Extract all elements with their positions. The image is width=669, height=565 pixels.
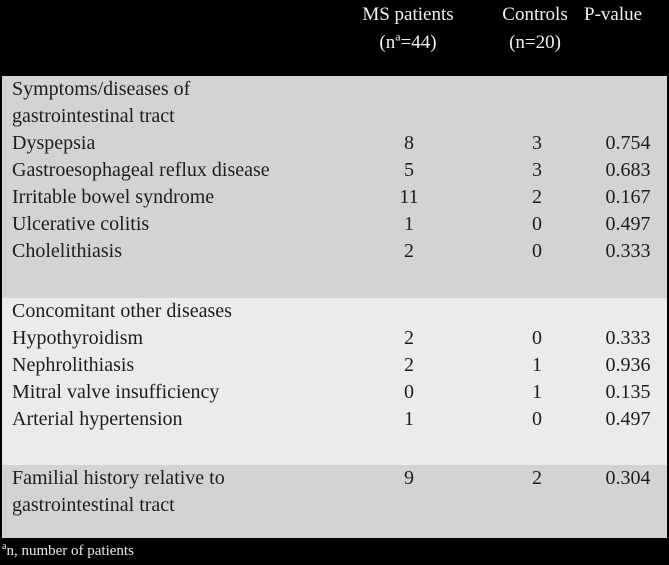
table-row	[2, 406, 667, 433]
section-familial-history	[2, 465, 667, 538]
table-row	[2, 325, 667, 352]
row-label: Irritable bowel syndrome	[12, 186, 215, 208]
row-label: Arterial hypertension	[12, 408, 183, 430]
cell-ms-patients: 8	[404, 132, 414, 154]
cell-pvalue: 0.167	[605, 186, 651, 208]
footnote-text	[2, 541, 134, 561]
cell-controls: 2	[532, 467, 542, 489]
ms-n-suffix: =44)	[400, 32, 437, 53]
cell-pvalue: 0.333	[605, 327, 651, 349]
table-row	[2, 352, 667, 379]
row-label: Dyspepsia	[12, 132, 96, 154]
cell-controls: 2	[532, 186, 542, 208]
cell-pvalue: 0.497	[605, 408, 651, 430]
cell-controls: 0	[532, 213, 542, 235]
cell-controls: 3	[532, 132, 542, 154]
cell-pvalue: 0.135	[605, 381, 651, 403]
section-heading-row	[2, 103, 667, 130]
row-label: Familial history relative to	[12, 467, 225, 489]
cell-pvalue: 0.333	[605, 240, 651, 262]
column-header-ms-patients-count	[320, 29, 496, 54]
cell-ms-patients: 0	[404, 381, 414, 403]
table-body	[2, 76, 667, 538]
row-label: Gastroesophageal reflux disease	[12, 159, 270, 181]
row-label: gastrointestinal tract	[12, 105, 175, 127]
table-row	[2, 211, 667, 238]
table-row	[2, 130, 667, 157]
row-label-line2: gastrointestinal tract	[12, 494, 175, 516]
cell-controls: 1	[532, 381, 542, 403]
cell-ms-patients: 1	[404, 213, 414, 235]
cell-controls: 0	[532, 327, 542, 349]
cell-pvalue: 0.683	[605, 159, 651, 181]
row-label: Concomitant other diseases	[12, 300, 232, 322]
section-heading-row	[2, 298, 667, 325]
column-header-controls-count: (n=20)	[509, 32, 561, 53]
row-label: Mitral valve insufficiency	[12, 381, 220, 403]
cell-ms-patients: 2	[404, 240, 414, 262]
footnote-marker-icon: a	[395, 29, 401, 44]
row-label: Symptoms/diseases of	[12, 78, 191, 100]
cell-pvalue: 0.304	[605, 467, 651, 489]
cell-pvalue: 0.754	[605, 132, 651, 154]
cell-ms-patients: 11	[399, 186, 419, 208]
table-footnote	[0, 538, 669, 565]
cell-ms-patients: 9	[404, 467, 414, 489]
cell-ms-patients: 2	[404, 327, 414, 349]
row-label: Cholelithiasis	[12, 240, 122, 262]
cell-ms-patients: 5	[404, 159, 414, 181]
table-row	[2, 379, 667, 406]
column-header-pvalue: P-value	[584, 4, 643, 25]
table-row	[2, 238, 667, 265]
section-gi-symptoms	[2, 76, 667, 298]
ms-n-prefix: (n	[379, 32, 396, 53]
column-header-ms-patients: MS patients	[362, 4, 454, 25]
cell-controls: 0	[532, 240, 542, 262]
cell-controls: 1	[532, 354, 542, 376]
cell-controls: 0	[532, 408, 542, 430]
row-label: Nephrolithiasis	[12, 354, 135, 376]
table-row	[2, 465, 667, 519]
table-row	[2, 157, 667, 184]
section-heading-row	[2, 76, 667, 103]
section-concomitant-diseases	[2, 298, 667, 465]
footnote-marker-icon: a	[2, 541, 7, 552]
row-label: Hypothyroidism	[12, 327, 144, 349]
cell-controls: 3	[532, 159, 542, 181]
table-row	[2, 184, 667, 211]
cell-ms-patients: 1	[404, 408, 414, 430]
column-header-controls: Controls	[502, 4, 568, 25]
cell-ms-patients: 2	[404, 354, 414, 376]
row-label: Ulcerative colitis	[12, 213, 150, 235]
table-header	[0, 0, 669, 75]
cell-pvalue: 0.936	[605, 354, 651, 376]
cell-pvalue: 0.497	[605, 213, 651, 235]
footnote-body: n, number of patients	[6, 543, 134, 559]
